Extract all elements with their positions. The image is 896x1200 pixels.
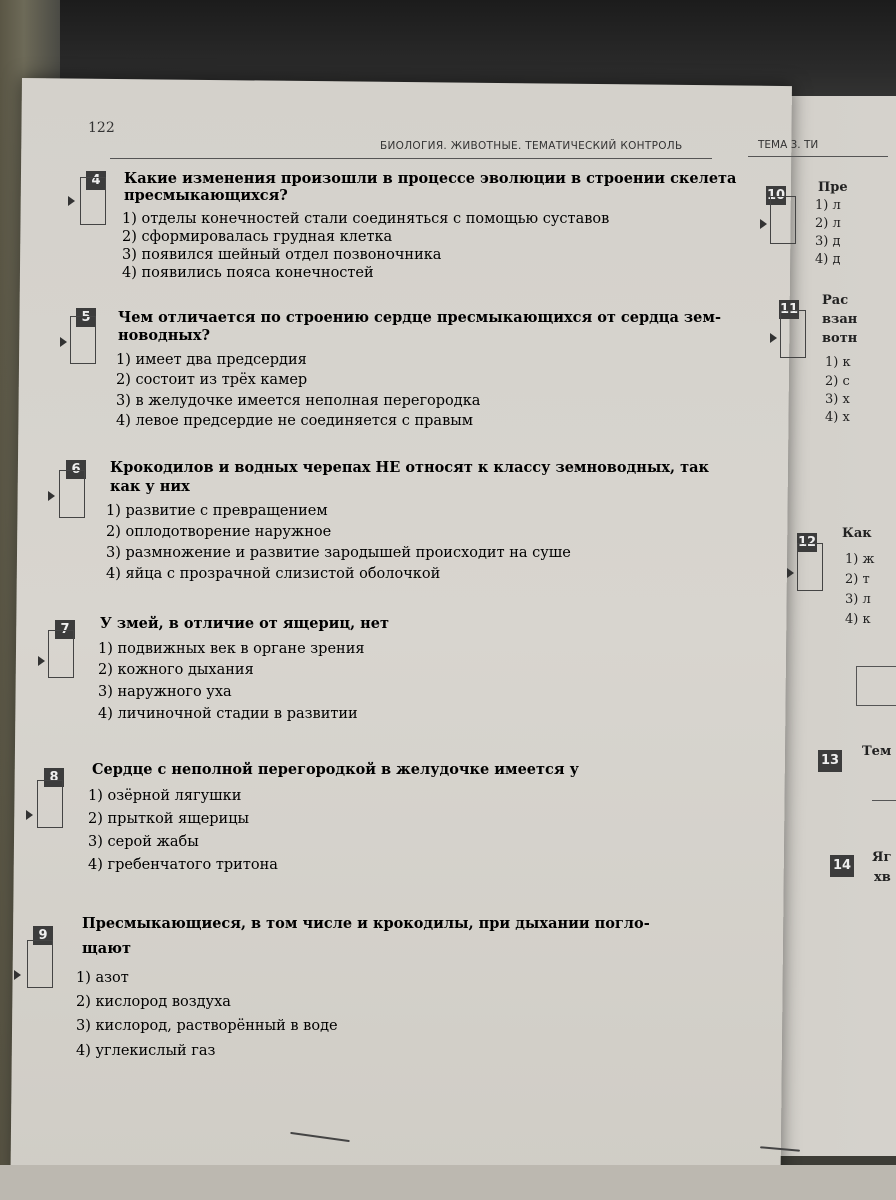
answer-option: 4) левое предсердие не соединяется с правым bbox=[116, 413, 474, 429]
answer-option: 2) кислород воздуха bbox=[76, 994, 231, 1010]
answer-box[interactable] bbox=[770, 196, 796, 244]
question-title-line: хв bbox=[874, 870, 891, 885]
answer-box[interactable] bbox=[80, 177, 106, 225]
arrow-icon bbox=[38, 656, 45, 666]
arrow-icon bbox=[26, 810, 33, 820]
question-title-line: Яг bbox=[872, 850, 892, 865]
answer-option: 4) яйца с прозрачной слизистой оболочкой bbox=[106, 566, 441, 582]
answer-box[interactable] bbox=[797, 543, 823, 591]
question-title-line: взан bbox=[822, 312, 858, 327]
question-title-line: Крокодилов и водных черепах НЕ относят к классу земноводных, так bbox=[110, 459, 709, 476]
answer-box[interactable] bbox=[37, 780, 63, 828]
answer-option: 2) кожного дыхания bbox=[98, 662, 254, 678]
question-number: 10 bbox=[766, 188, 786, 203]
question-number: 8 bbox=[44, 768, 64, 787]
answer-box[interactable] bbox=[27, 940, 53, 988]
answer-option: 2) с bbox=[825, 374, 850, 389]
answer-option: 2) прыткой ящерицы bbox=[88, 811, 250, 827]
question-title-line: как у них bbox=[110, 478, 190, 495]
question-title-line: Как bbox=[842, 526, 872, 541]
answer-option: 3) кислород, растворённый в воде bbox=[76, 1018, 338, 1034]
question-number: 9 bbox=[33, 926, 53, 945]
question-number: 14 bbox=[830, 855, 854, 877]
answer-option: 4) х bbox=[825, 410, 850, 425]
answer-option: 3) х bbox=[825, 392, 850, 407]
answer-option: 1) озёрной лягушки bbox=[88, 788, 242, 804]
answer-option: 3) л bbox=[845, 592, 871, 607]
answer-table[interactable] bbox=[856, 666, 896, 706]
question-title-line: Пре bbox=[818, 180, 848, 195]
answer-box[interactable] bbox=[70, 316, 96, 364]
answer-option: 1) ж bbox=[845, 552, 875, 567]
question-title-line: пресмыкающихся? bbox=[124, 187, 288, 204]
question-number: 11 bbox=[779, 302, 799, 317]
page-number: 122 bbox=[88, 120, 115, 136]
header-rule-right bbox=[748, 156, 888, 157]
arrow-icon bbox=[760, 219, 767, 229]
answer-option: 1) к bbox=[825, 355, 851, 370]
question-title-line: Пресмыкающиеся, в том числе и крокодилы, при дыхании погло- bbox=[82, 915, 650, 932]
answer-box[interactable] bbox=[48, 630, 74, 678]
answer-option: 1) имеет два предсердия bbox=[116, 352, 307, 368]
answer-option: 4) появились пояса конечностей bbox=[122, 265, 374, 281]
question-number: 7 bbox=[55, 620, 75, 639]
answer-option: 3) д bbox=[815, 234, 841, 249]
answer-option: 2) т bbox=[845, 572, 870, 587]
answer-option: 1) л bbox=[815, 198, 841, 213]
answer-option: 3) размножение и развитие зародышей происходит на суше bbox=[106, 545, 571, 561]
question-number: 13 bbox=[818, 750, 842, 772]
arrow-icon bbox=[770, 333, 777, 343]
answer-option: 4) углекислый газ bbox=[76, 1043, 216, 1059]
question-number: 4 bbox=[86, 171, 106, 190]
question-number: 12 bbox=[797, 535, 817, 550]
running-header-right: ТЕМА 3. ТИ bbox=[758, 139, 819, 151]
arrow-icon bbox=[48, 491, 55, 501]
answer-box[interactable] bbox=[780, 310, 806, 358]
question-title-line: Какие изменения произошли в процессе эволюции в строении скелета bbox=[124, 170, 737, 187]
header-rule bbox=[110, 158, 712, 159]
answer-option: 2) состоит из трёх камер bbox=[116, 372, 308, 388]
page-bottom bbox=[0, 1165, 896, 1200]
question-number: 6 bbox=[66, 460, 86, 479]
question-title-line: щают bbox=[82, 940, 131, 957]
question-title-line: Тем bbox=[862, 744, 892, 759]
arrow-icon bbox=[787, 568, 794, 578]
answer-option: 2) л bbox=[815, 216, 841, 231]
answer-option: 2) сформировалась грудная клетка bbox=[122, 229, 393, 245]
answer-option: 3) наружного уха bbox=[98, 684, 232, 700]
question-title-line: вотн bbox=[822, 331, 858, 346]
question-title-line: У змей, в отличие от ящериц, нет bbox=[100, 615, 389, 632]
answer-option: 3) серой жабы bbox=[88, 834, 199, 850]
question-title-line: Сердце с неполной перегородкой в желудочке имеется у bbox=[92, 761, 579, 778]
question-number: 5 bbox=[76, 308, 96, 327]
answer-option: 1) азот bbox=[76, 970, 129, 986]
question-title-line: Чем отличается по строению сердце пресмыкающихся от сердца зем- bbox=[118, 309, 722, 326]
answer-option: 4) личиночной стадии в развитии bbox=[98, 706, 358, 722]
answer-option: 3) в желудочке имеется неполная перегородка bbox=[116, 393, 481, 409]
answer-option: 1) отделы конечностей стали соединяться с помощью суставов bbox=[122, 211, 610, 227]
answer-option: 1) подвижных век в органе зрения bbox=[98, 641, 365, 657]
answer-option: 2) оплодотворение наружное bbox=[106, 524, 332, 540]
answer-line[interactable] bbox=[872, 800, 896, 801]
answer-box[interactable] bbox=[59, 470, 85, 518]
question-title-line: новодных? bbox=[118, 327, 210, 344]
arrow-icon bbox=[68, 196, 75, 206]
answer-option: 3) появился шейный отдел позвоночника bbox=[122, 247, 442, 263]
arrow-icon bbox=[60, 337, 67, 347]
arrow-icon bbox=[14, 970, 21, 980]
answer-option: 4) гребенчатого тритона bbox=[88, 857, 278, 873]
question-title-line: Рас bbox=[822, 293, 849, 308]
running-header: БИОЛОГИЯ. ЖИВОТНЫЕ. ТЕМАТИЧЕСКИЙ КОНТРОЛЬ bbox=[380, 140, 683, 152]
answer-option: 1) развитие с превращением bbox=[106, 503, 328, 519]
answer-option: 4) д bbox=[815, 252, 841, 267]
answer-option: 4) к bbox=[845, 612, 871, 627]
